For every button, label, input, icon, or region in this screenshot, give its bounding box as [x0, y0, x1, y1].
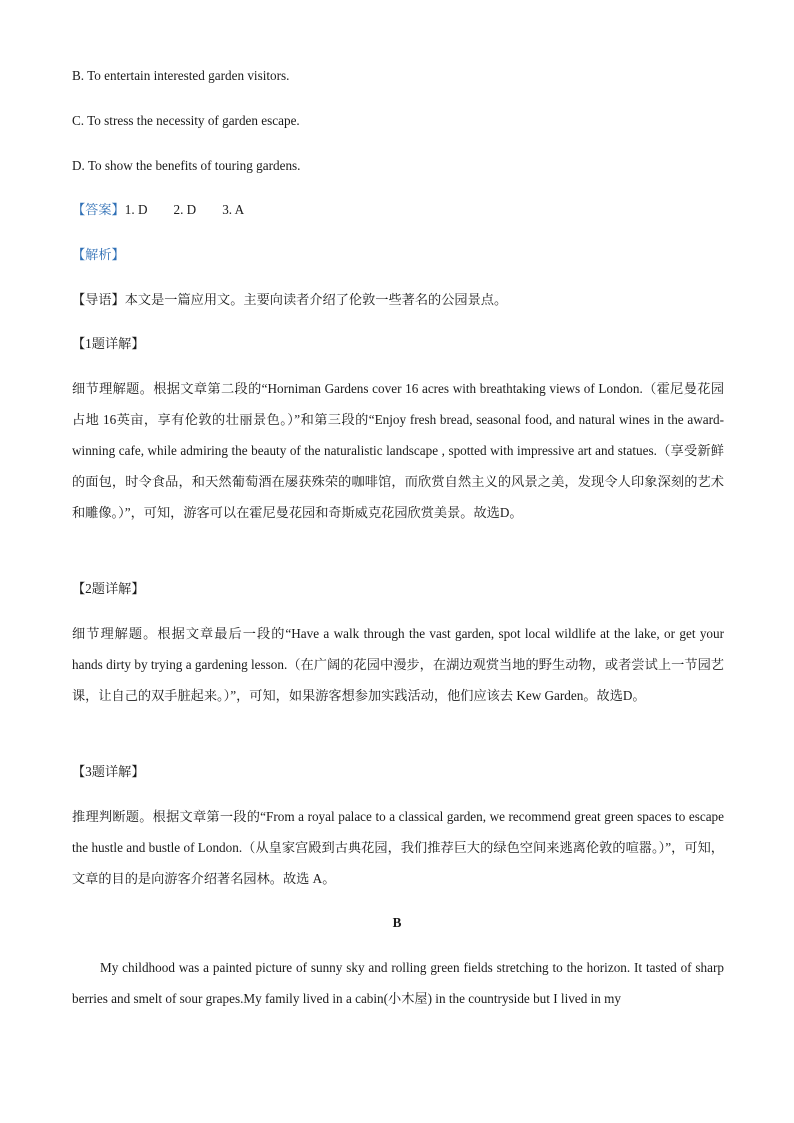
section-b-title: B — [392, 915, 402, 930]
q3-heading: 【3题详解】 — [72, 764, 145, 779]
answer-line — [72, 200, 732, 220]
q1-explanation: 细节理解题。根据文章第二段的“Horniman Gardens cover 16 acres with breathtaking views of London.（霍尼曼花园占地 16英亩，享有伦敦的壮丽景色。）”和第三段的“Enjoy fresh bread, seasonal food, and natural wines in the award-winning cafe, while admiring the beauty of the naturalistic landscape , spotted with impressive art and statues.（享受新鲜的面包，时令食品，和天然葡萄酒在屡获殊荣的咖啡馆，而欣赏自然主义的风景之美，发现令人印象深刻的艺术和雕像。）”，可知，游客可以在霍尼曼花园和奇斯威克花园欣赏美景。故选D。 — [72, 381, 724, 520]
option-c: C. To stress the necessity of garden escape. — [72, 113, 300, 128]
answer-label: 【答案】 — [72, 202, 125, 217]
analysis-label: 【解析】 — [72, 247, 125, 262]
q2-explanation: 细节理解题。根据文章最后一段的“Have a walk through the vast garden, spot local wildlife at the lake, or get your hands dirty by trying a gardening lesson.（在广阔的花园中漫步，在湖边观赏当地的野生动物，或者尝试上一节园艺课，让自己的双手脏起来。）”，可知，如果游客想参加实践活动，他们应该去 Kew Garden。故选D。 — [72, 626, 724, 703]
intro-text: 本文是一篇应用文。主要向读者介绍了伦敦一些著名的公园景点。 — [124, 292, 508, 307]
answer-item-2: 2. D — [173, 202, 197, 217]
intro-line — [72, 290, 732, 310]
answer-item-3: 3. A — [222, 202, 245, 217]
section-b-passage: My childhood was a painted picture of sunny sky and rolling green fields stretching to the horizon. It tasted of sharp berries and smelt of sour grapes.My family lived in a cabin(小木屋) in the countryside but I lived in my — [72, 960, 724, 1006]
q3-explanation: 推理判断题。根据文章第一段的“From a royal palace to a classical garden, we recommend great green spaces to escape the hustle and bustle of London.（从皇家宫殿到古典花园，我们推荐巨大的绿色空间来逃离伦敦的喧嚣。）”，可知，文章的目的是向游客介绍著名园林。故选 A。 — [72, 809, 724, 886]
option-d: D. To show the benefits of touring gardens. — [72, 158, 301, 173]
answer-item-1: 1. D — [124, 202, 148, 217]
intro-label: 【导语】 — [72, 292, 125, 307]
q1-heading: 【1题详解】 — [72, 336, 145, 351]
q2-heading: 【2题详解】 — [72, 581, 145, 596]
option-b: B. To entertain interested garden visitors. — [72, 68, 290, 83]
